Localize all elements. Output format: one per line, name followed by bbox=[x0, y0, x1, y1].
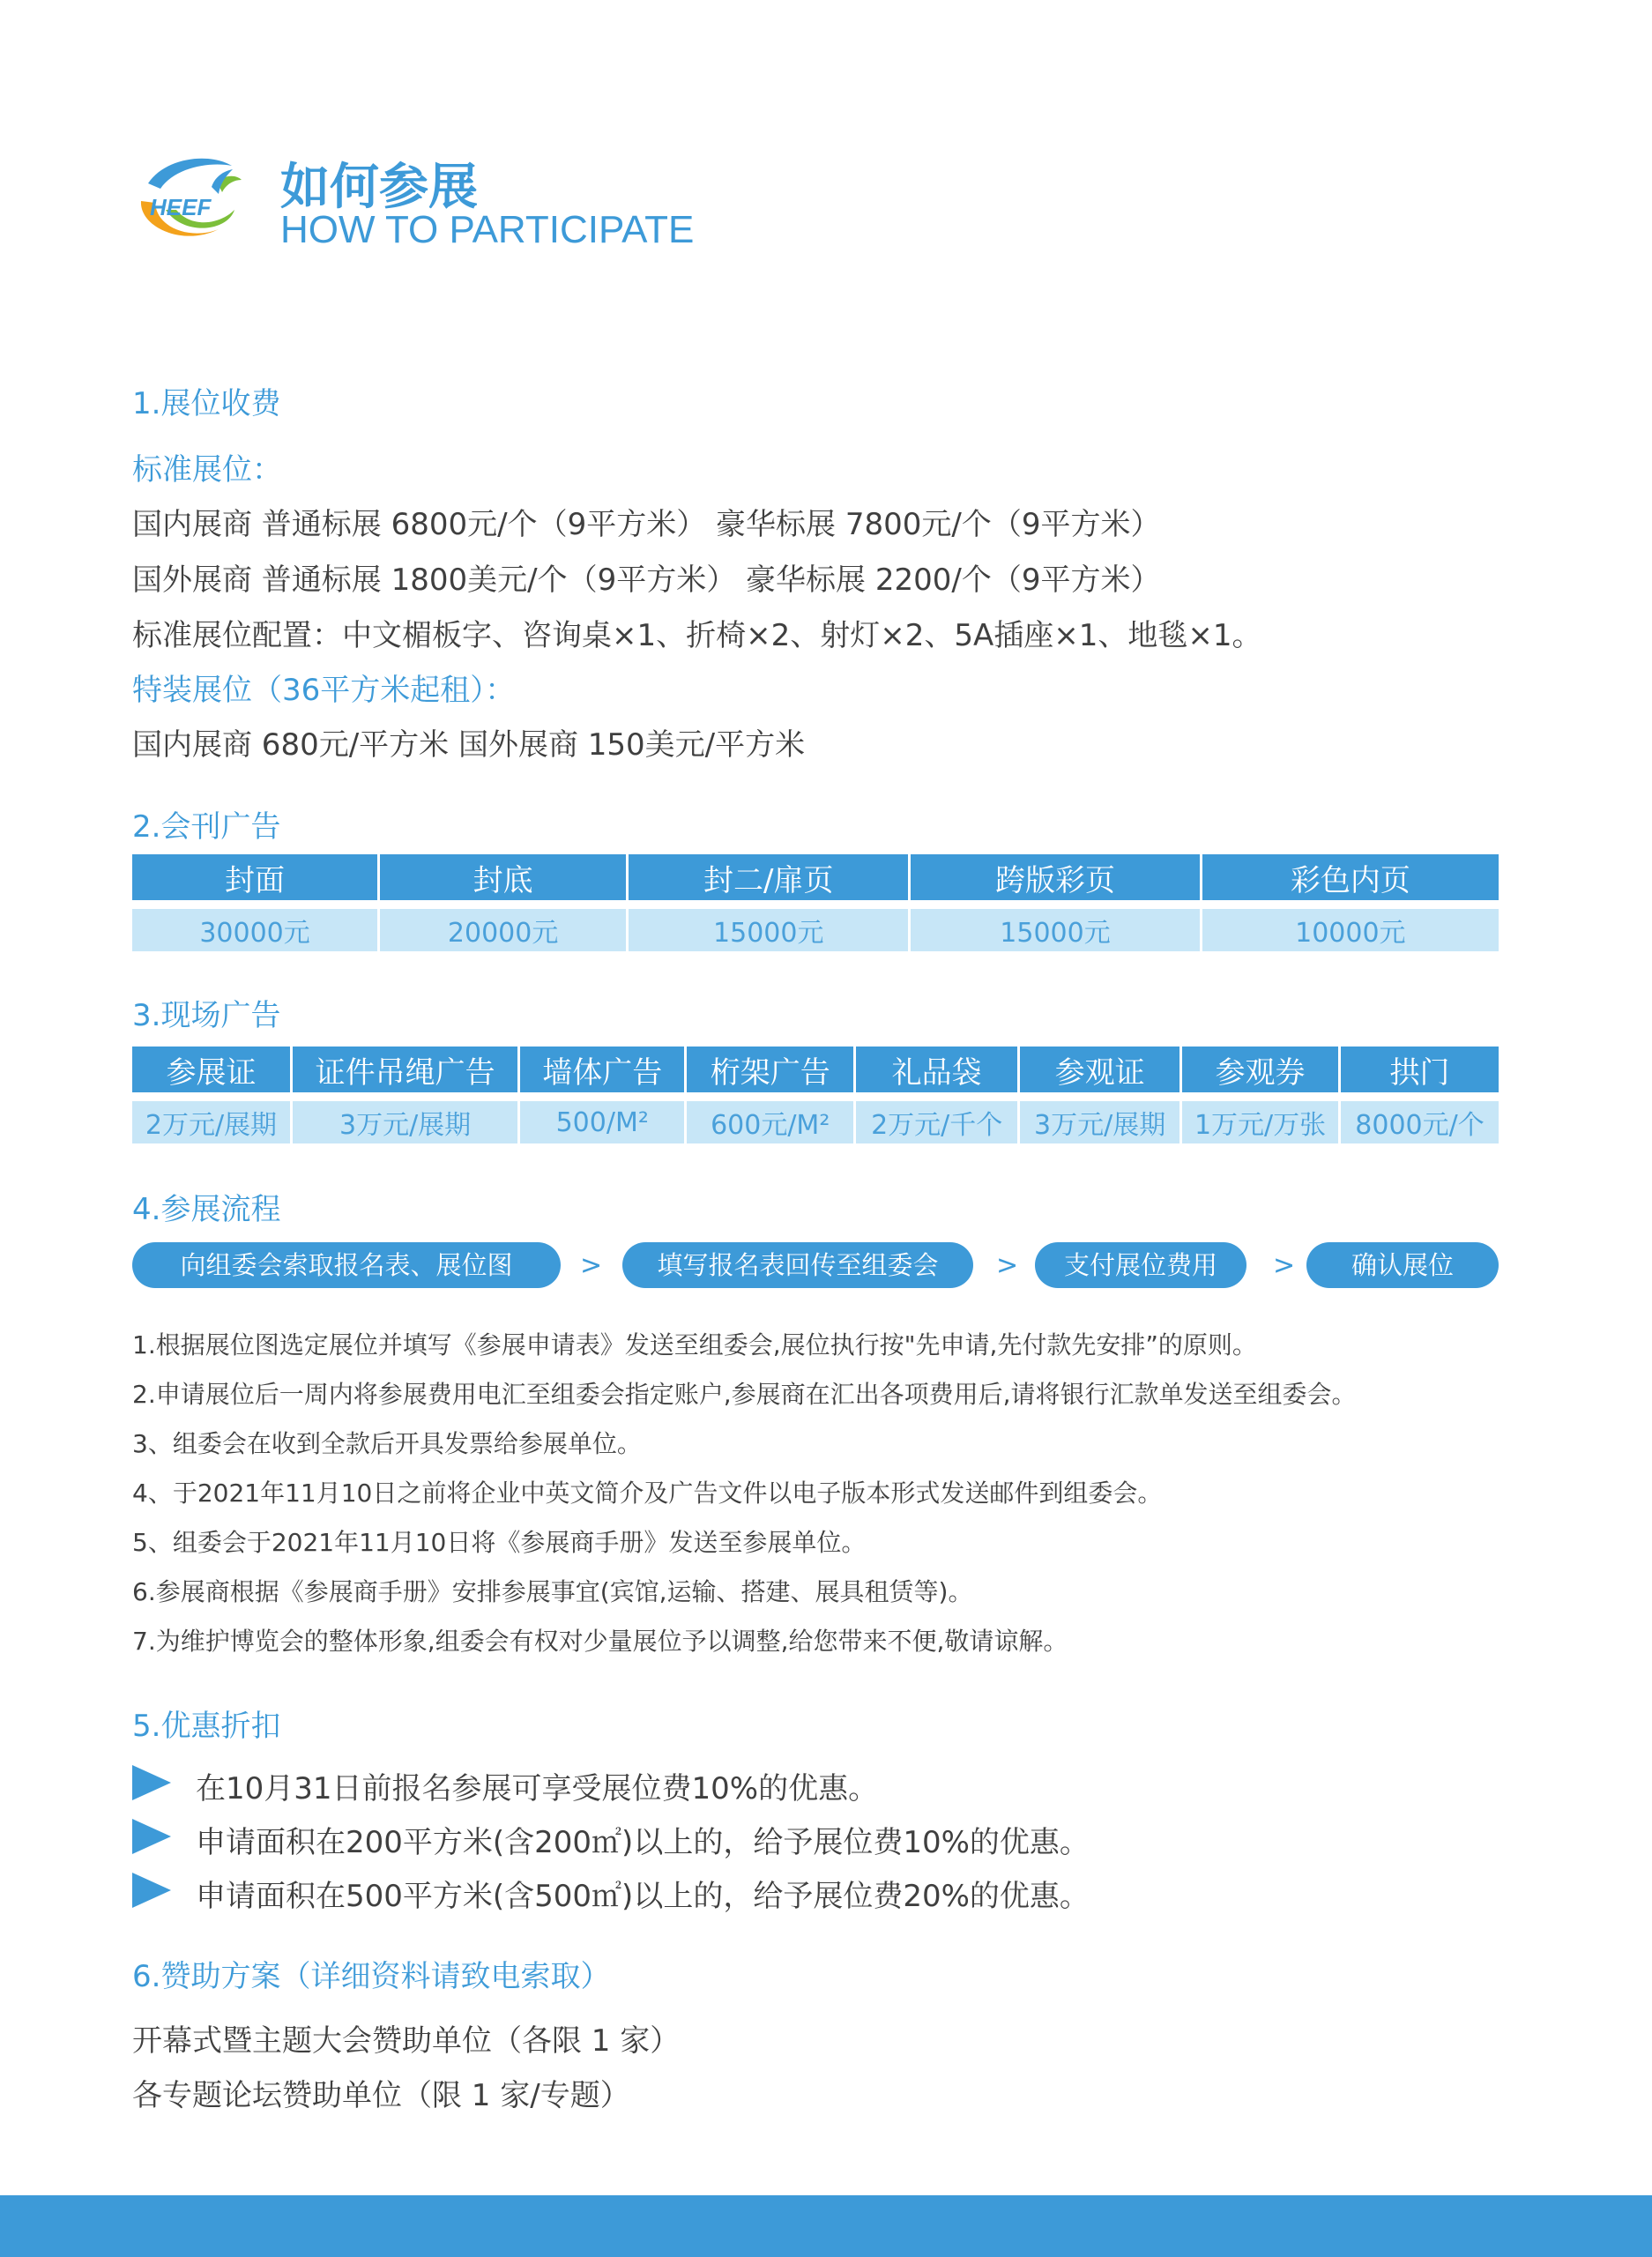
table-header-cell: 参观证 bbox=[1020, 1047, 1179, 1092]
triangle-bullet-icon bbox=[132, 1873, 171, 1908]
table-cell: 15000元 bbox=[629, 909, 908, 951]
table-cell: 10000元 bbox=[1202, 909, 1499, 951]
triangle-bullet-icon bbox=[132, 1765, 171, 1800]
triangle-bullet-icon bbox=[132, 1819, 171, 1854]
section-5-heading: 5.优惠折扣 bbox=[132, 1709, 281, 1744]
process-step-4: 确认展位 bbox=[1306, 1242, 1499, 1288]
table-cell: 3万元/展期 bbox=[293, 1101, 517, 1143]
table-cell: 1万元/万张 bbox=[1182, 1101, 1338, 1143]
table-cell: 3万元/展期 bbox=[1020, 1101, 1179, 1143]
table-cell: 600元/M² bbox=[687, 1101, 853, 1143]
page-title-cn: 如何参展 bbox=[280, 158, 478, 216]
table-header-cell: 桁架广告 bbox=[687, 1047, 853, 1092]
process-note: 5、组委会于2021年11月10日将《参展商手册》发送至参展单位。 bbox=[132, 1528, 867, 1557]
process-note: 6.参展商根据《参展商手册》安排参展事宜(宾馆,运输、搭建、展具租赁等)。 bbox=[132, 1577, 973, 1606]
table-cell: 30000元 bbox=[132, 909, 377, 951]
table-header-row bbox=[132, 854, 1499, 900]
process-step-2: 填写报名表回传至组委会 bbox=[622, 1242, 973, 1288]
table-cell: 500/M² bbox=[520, 1101, 684, 1143]
section-3-heading: 3.现场广告 bbox=[132, 998, 281, 1033]
onsite-ad-table bbox=[130, 1047, 1501, 1143]
process-note: 4、于2021年11月10日之前将企业中英文简介及广告文件以电子版本形式发送邮件到组委会。 bbox=[132, 1479, 1163, 1508]
sponsor-item: 开幕式暨主题大会赞助单位（各限 1 家） bbox=[132, 2023, 681, 2059]
table-header-cell: 参展证 bbox=[132, 1047, 290, 1092]
table-cell: 8000元/个 bbox=[1341, 1101, 1499, 1143]
table-cell: 15000元 bbox=[911, 909, 1199, 951]
process-note: 1.根据展位图选定展位并填写《参展申请表》发送至组委会,展位执行按"先申请,先付款先安排”的原则。 bbox=[132, 1330, 1257, 1359]
sponsor-item: 各专题论坛赞助单位（限 1 家/专题） bbox=[132, 2078, 630, 2113]
process-arrow: > bbox=[580, 1250, 603, 1281]
table-header-cell: 礼品袋 bbox=[856, 1047, 1017, 1092]
process-arrow: > bbox=[1273, 1250, 1296, 1281]
section-4-heading: 4.参展流程 bbox=[132, 1192, 281, 1227]
table-header-cell: 封面 bbox=[132, 854, 377, 900]
process-step-3: 支付展位费用 bbox=[1035, 1242, 1246, 1288]
foreign-price-line: 国外展商 普通标展 1800美元/个（9平方米） 豪华标展 2200/个（9平方米） bbox=[132, 562, 1161, 598]
table-row bbox=[132, 909, 1499, 951]
domestic-price-line: 国内展商 普通标展 6800元/个（9平方米） 豪华标展 7800元/个（9平方米） bbox=[132, 507, 1161, 542]
process-note: 3、组委会在收到全款后开具发票给参展单位。 bbox=[132, 1429, 642, 1458]
table-header-cell: 参观券 bbox=[1182, 1047, 1338, 1092]
process-step-1: 向组委会索取报名表、展位图 bbox=[132, 1242, 561, 1288]
table-cell: 20000元 bbox=[380, 909, 626, 951]
table-header-cell: 跨版彩页 bbox=[911, 854, 1199, 900]
table-header-cell: 封底 bbox=[380, 854, 626, 900]
section-2-heading: 2.会刊广告 bbox=[132, 809, 281, 845]
process-note: 2.申请展位后一周内将参展费用电汇至组委会指定账户,参展商在汇出各项费用后,请将银行汇款单发送至组委会。 bbox=[132, 1380, 1357, 1409]
heef-logo bbox=[130, 148, 245, 250]
section-1-heading: 1.展位收费 bbox=[132, 386, 281, 421]
standard-booth-label: 标准展位： bbox=[132, 452, 282, 488]
special-booth-label: 特装展位（36平方米起租）： bbox=[132, 673, 516, 708]
process-arrow: > bbox=[996, 1250, 1019, 1281]
process-note: 7.为维护博览会的整体形象,组委会有权对少量展位予以调整,给您带来不便,敬请谅解。 bbox=[132, 1627, 1068, 1656]
section-6-heading: 6.赞助方案（详细资料请致电索取） bbox=[132, 1959, 611, 1994]
table-header-cell: 彩色内页 bbox=[1202, 854, 1499, 900]
footer-band bbox=[0, 2195, 1652, 2257]
table-cell: 2万元/展期 bbox=[132, 1101, 290, 1143]
booth-config-line: 标准展位配置：中文楣板字、咨询桌×1、折椅×2、射灯×2、5A插座×1、地毯×1。 bbox=[132, 618, 1262, 653]
catalog-ad-table bbox=[130, 854, 1501, 951]
svg-text:HEEF: HEEF bbox=[150, 194, 212, 220]
table-header-cell: 墙体广告 bbox=[520, 1047, 684, 1092]
discount-item: 申请面积在500平方米(含500㎡)以上的，给予展位费20%的优惠。 bbox=[196, 1879, 1090, 1914]
table-header-cell: 证件吊绳广告 bbox=[293, 1047, 517, 1092]
table-header-row bbox=[132, 1047, 1499, 1092]
table-header-cell: 封二/扉页 bbox=[629, 854, 908, 900]
page-title-en: HOW TO PARTICIPATE bbox=[280, 208, 695, 251]
table-cell: 2万元/千个 bbox=[856, 1101, 1017, 1143]
table-row bbox=[132, 1101, 1499, 1143]
table-header-cell: 拱门 bbox=[1341, 1047, 1499, 1092]
discount-item: 申请面积在200平方米(含200㎡)以上的，给予展位费10%的优惠。 bbox=[196, 1825, 1090, 1860]
discount-item: 在10月31日前报名参展可享受展位费10%的优惠。 bbox=[196, 1771, 879, 1806]
special-booth-prices: 国内展商 680元/平方米 国外展商 150美元/平方米 bbox=[132, 727, 806, 763]
